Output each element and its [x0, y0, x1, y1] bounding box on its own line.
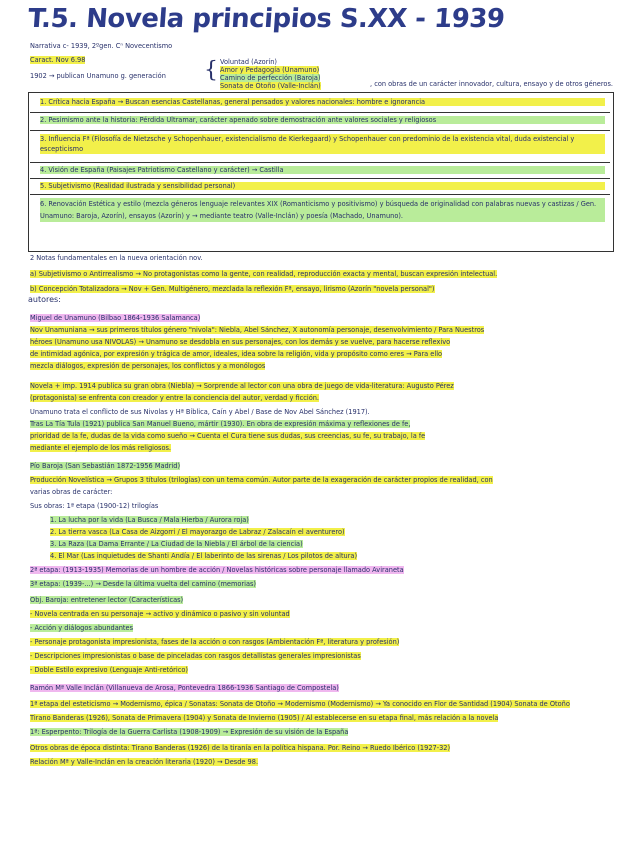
unamuno-heading: Miguel de Unamuno (Bilbao 1864-1936 Salamanca)	[30, 314, 201, 322]
unamuno-line: Novela + imp. 1914 publica su gran obra (Niebla) → Sorprende al lector con una obra de juego de vida-literatura: Augusto Pérez	[30, 382, 454, 390]
unamuno-line: Tras La Tía Tula (1921) publica San Manuel Bueno, mártir (1930). En obra de expresión máxima y reflexiones de fe,	[30, 420, 411, 428]
intro-branch-4: Sonata de Otoño (Valle-Inclán)	[220, 82, 321, 90]
baroja-line: 1. La lucha por la vida (La Busca / Mala Hierba / Aurora roja)	[50, 516, 249, 524]
unamuno-line: prioridad de la fe, dudas de la vida como sueño → Cuenta el Cura tiene sus dudas, sus creencias, su fe, su trabajo, la fe	[30, 432, 426, 440]
unamuno-line: Nov Unamuniana → sus primeros títulos género "nivola": Niebla, Abel Sánchez, X autonomía personaje, desenvolvimiento / Para Nuestros	[30, 326, 485, 334]
unamuno-line: Unamuno trata el conflicto de sus Nivolas y Hª Bíblica, Caín y Abel / Base de Nov Abel Sánchez (1917).	[30, 408, 370, 416]
baroja-line: 3ª etapa: (1939-...) → Desde la última vuelta del camino (memorias)	[30, 580, 256, 588]
valle-line: 1ª etapa del esteticismo → Modernismo, épica / Sonatas: Sonata de Otoño → Modernismo (Modernismo) → Ya conocido en Flor de Santidad (1904) Sonata de Otoño	[30, 700, 570, 708]
intro-branch-1: Voluntad (Azorín)	[220, 58, 278, 66]
baroja-line: Producción Novelística → Grupos 3 títulos (trilogías) con un tema común. Autor parte de la exageración de carácter propios de realidad, con	[30, 476, 493, 484]
baroja-line: 4. El Mar (Las inquietudes de Shanti Andía / El laberinto de las sirenas / Los pilotos de altura)	[50, 552, 358, 560]
baroja-line: 2. La tierra vasca (La Casa de Aizgorri / El mayorazgo de Labraz / Zalacaín el aventurero)	[50, 528, 345, 536]
box-divider	[30, 178, 610, 179]
unamuno-line: mediante el ejemplo de los más religiosos.	[30, 444, 172, 452]
valle-line: Otros obras de época distinta: Tirano Banderas (1926) de la tiranía en la política hispana. Por. Reino → Ruedo Ibérico (1927-32)	[30, 744, 451, 752]
box-row-2: 2. Pesimismo ante la historia: Pérdida Ultramar, carácter apenado sobre demostración ante valores sociales y religiosos	[40, 116, 605, 124]
valle-line: 1ª: Esperpento: Trilogía de la Guerra Carlista (1908-1909) → Expresión de su visión de la España	[30, 728, 349, 736]
baroja-line: - Descripciones impresionistas o base de pinceladas con rasgos detallistas generales impresionistas	[30, 652, 361, 660]
box-row-3: 3. Influencia Fª (Filosofía de Nietzsche y Schopenhauer, existencialismo de Kierkegaard) y Schopenhauer con predominio de la existencia vital, duda existencial y escepticismo	[40, 134, 605, 154]
intro-published: 1902 → publican Unamuno g. generación	[30, 72, 166, 80]
unamuno-line: mezcla diálogos, expresión de personajes, los conflictos y a monólogos	[30, 362, 266, 370]
brace-icon: {	[204, 58, 218, 83]
intro-branch-3: Camino de perfección (Baroja)	[220, 74, 321, 82]
unamuno-line: héroes (Unamuno usa NIVOLAS) → Unamuno se desdobla en sus personajes, con los demás y se vuelve, para hacerse reflexivo	[30, 338, 451, 346]
baroja-line: - Acción y diálogos abundantes	[30, 624, 134, 632]
baroja-line: - Personaje protagonista impresionista, fases de la acción o con rasgos (Ambientación Fª, literatura y profesión)	[30, 638, 400, 646]
valle-line: Relación Mª y Valle-Inclán en la creación literaria (1920) → Desde 98.	[30, 758, 259, 766]
box-row-4: 4. Visión de España (Paisajes Patriotismo Castellano y carácter) → Castilla	[40, 166, 605, 174]
valle-heading: Ramón Mª Valle Inclán (Villanueva de Arosa, Pontevedra 1866-1936 Santiago de Compostela)	[30, 684, 339, 692]
unamuno-line: (protagonista) se enfrenta con creador y entre la conciencia del autor, verdad y ficción.	[30, 394, 320, 402]
baroja-line: Sus obras: 1ª etapa (1900-12) trilogías	[30, 502, 159, 510]
baroja-line: - Doble Estilo expresivo (Lenguaje Anti-retórico)	[30, 666, 188, 674]
intro-line-1: Narrativa c- 1939, 2ºgen. Cⁿ Novecentismo	[30, 42, 173, 50]
section2-heading: 2 Notas fundamentales en la nueva orientación nov.	[30, 254, 203, 262]
box-divider	[30, 162, 610, 163]
box-divider	[30, 130, 610, 131]
intro-branch-2: Amor y Pedagogía (Unamuno)	[220, 66, 320, 74]
intro-after: , con obras de un carácter innovador, cultura, ensayo y de otros géneros.	[370, 80, 613, 88]
baroja-heading: Pío Baroja (San Sebastián 1872-1956 Madrid)	[30, 462, 181, 470]
page-title: T.5. Novela principios S.XX - 1939	[26, 4, 506, 34]
box-row-5: 5. Subjetivismo (Realidad ilustrada y sensibilidad personal)	[40, 182, 605, 190]
baroja-line: 2ª etapa: (1913-1935) Memorias de un hombre de acción / Novelas históricas sobre personaje llamado Aviraneta	[30, 566, 404, 574]
baroja-line: varias obras de carácter:	[30, 488, 113, 496]
section2-a: a) Subjetivismo o Antirrealismo → No protagonistas como la gente, con realidad, reproducción exacta y mental, buscan expresión intelectual.	[30, 270, 498, 278]
box-row-1: 1. Crítica hacia España → Buscan esencias Castellanas, general pensados y valores nacionales: hombre e ignorancia	[40, 98, 605, 106]
unamuno-line: de intimidad agónica, por expresión y trágica de amor, ideales, idea sobre la religión, vida y propósito como eres → Para ello	[30, 350, 443, 358]
baroja-line: - Novela centrada en su personaje → activo y dinámico o pasivo y sin voluntad	[30, 610, 290, 618]
box-row-6: 6. Renovación Estética y estilo (mezcla géneros lenguaje relevantes XIX (Romanticismo y positivismo) y búsqueda de originalidad con palabras nuevas y castizas / Gen. Unamuno: Baroja, Azorín), ensayos (Azorín) y → mediante teatro (Valle-Inclán) y poesía (Machado, Unamuno).	[40, 198, 605, 222]
baroja-line: Obj. Baroja: entretener lector (Características)	[30, 596, 184, 604]
valle-line: Tirano Banderas (1926), Sonata de Primavera (1904) y Sonata de Invierno (1905) / Al establecerse en su etapa final, más relación a la novela	[30, 714, 499, 722]
box-divider	[30, 112, 610, 113]
section2-b: b) Concepción Totalizadora → Nov + Gen. Multigénero, mezclada la reflexión Fª, ensayo, lirismo (Azorín "novela personal")	[30, 285, 435, 293]
box-divider	[30, 194, 610, 195]
authors-heading: autores:	[28, 295, 61, 304]
baroja-line: 3. La Raza (La Dama Errante / La Ciudad de la Niebla / El árbol de la ciencia)	[50, 540, 303, 548]
intro-carac: Caract. Nov 6.98	[30, 56, 86, 64]
